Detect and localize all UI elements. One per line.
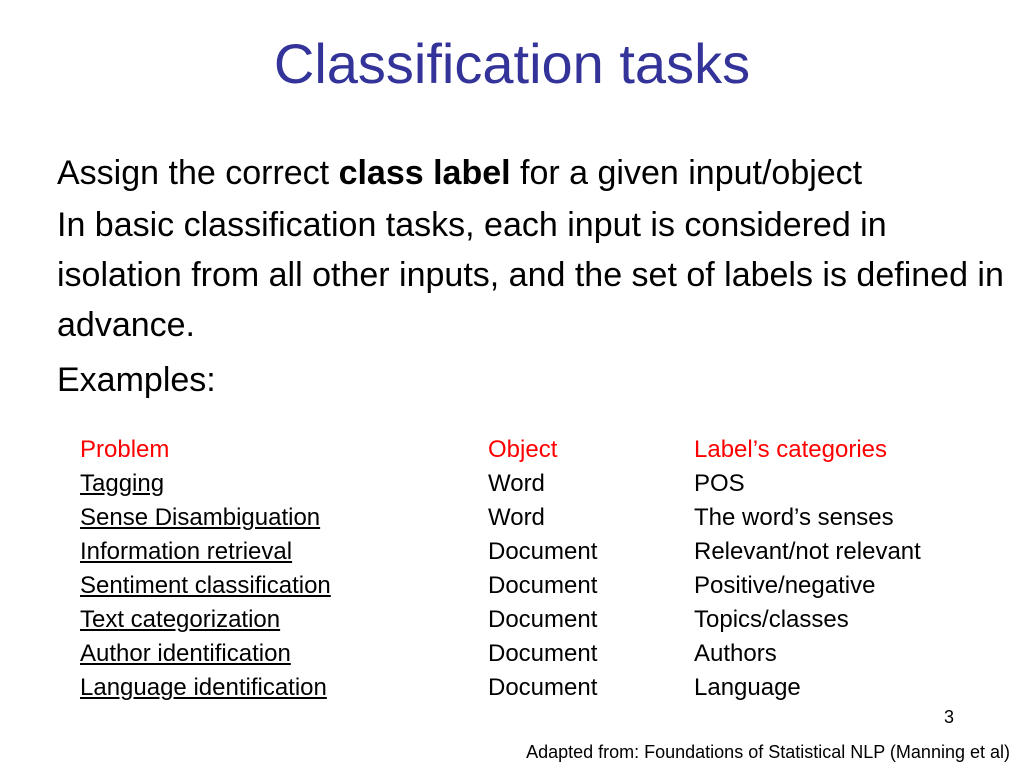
category-cell: The word’s senses <box>694 504 894 531</box>
slide-title: Classification tasks <box>273 32 751 95</box>
problem-link[interactable]: Text categorization <box>80 606 281 633</box>
source-footer: Adapted from: Foundations of Statistical NLP (Manning et al) <box>526 742 1010 762</box>
object-cell: Document <box>488 538 598 565</box>
class-label-emphasis: class label <box>338 154 511 192</box>
object-cell: Document <box>488 674 598 701</box>
table-row <box>0 535 1024 569</box>
category-cell: Topics/classes <box>694 606 849 633</box>
page-number: 3 <box>944 707 955 727</box>
category-cell: POS <box>694 470 745 497</box>
header-object: Object <box>488 436 558 463</box>
object-cell: Document <box>488 606 598 633</box>
table-row <box>0 569 1024 603</box>
object-cell: Document <box>488 572 598 599</box>
bullet-examples: Examples: <box>57 361 216 399</box>
category-cell: Authors <box>694 640 777 667</box>
bullet-text: for a given input/object <box>510 154 863 192</box>
object-cell: Word <box>488 470 545 497</box>
category-cell: Relevant/not relevant <box>694 538 921 565</box>
object-cell: Document <box>488 640 598 667</box>
table-row <box>0 603 1024 637</box>
header-label-categories: Label’s categories <box>694 436 888 463</box>
problem-link[interactable]: Language identification <box>80 674 327 701</box>
problem-link[interactable]: Sentiment classification <box>80 572 331 599</box>
problem-link[interactable]: Sense Disambiguation <box>80 504 321 531</box>
bullet-basic-classification: In basic classification tasks, each input is considered in isolation from all other inputs, and the set of labels is defined in advance. <box>57 206 1004 344</box>
category-cell: Language <box>694 674 801 701</box>
problem-link[interactable]: Tagging <box>80 470 165 497</box>
table-row <box>0 671 1024 705</box>
category-cell: Positive/negative <box>694 572 876 599</box>
bullet-class-label <box>57 148 1007 198</box>
table-row <box>0 467 1024 501</box>
table-row <box>0 637 1024 671</box>
table-header-row <box>0 433 1024 467</box>
object-cell: Word <box>488 504 545 531</box>
table-row <box>0 501 1024 535</box>
bullet-text: Assign the correct <box>57 154 339 192</box>
header-problem: Problem <box>80 436 170 463</box>
problem-link[interactable]: Author identification <box>80 640 291 667</box>
problem-link[interactable]: Information retrieval <box>80 538 293 565</box>
